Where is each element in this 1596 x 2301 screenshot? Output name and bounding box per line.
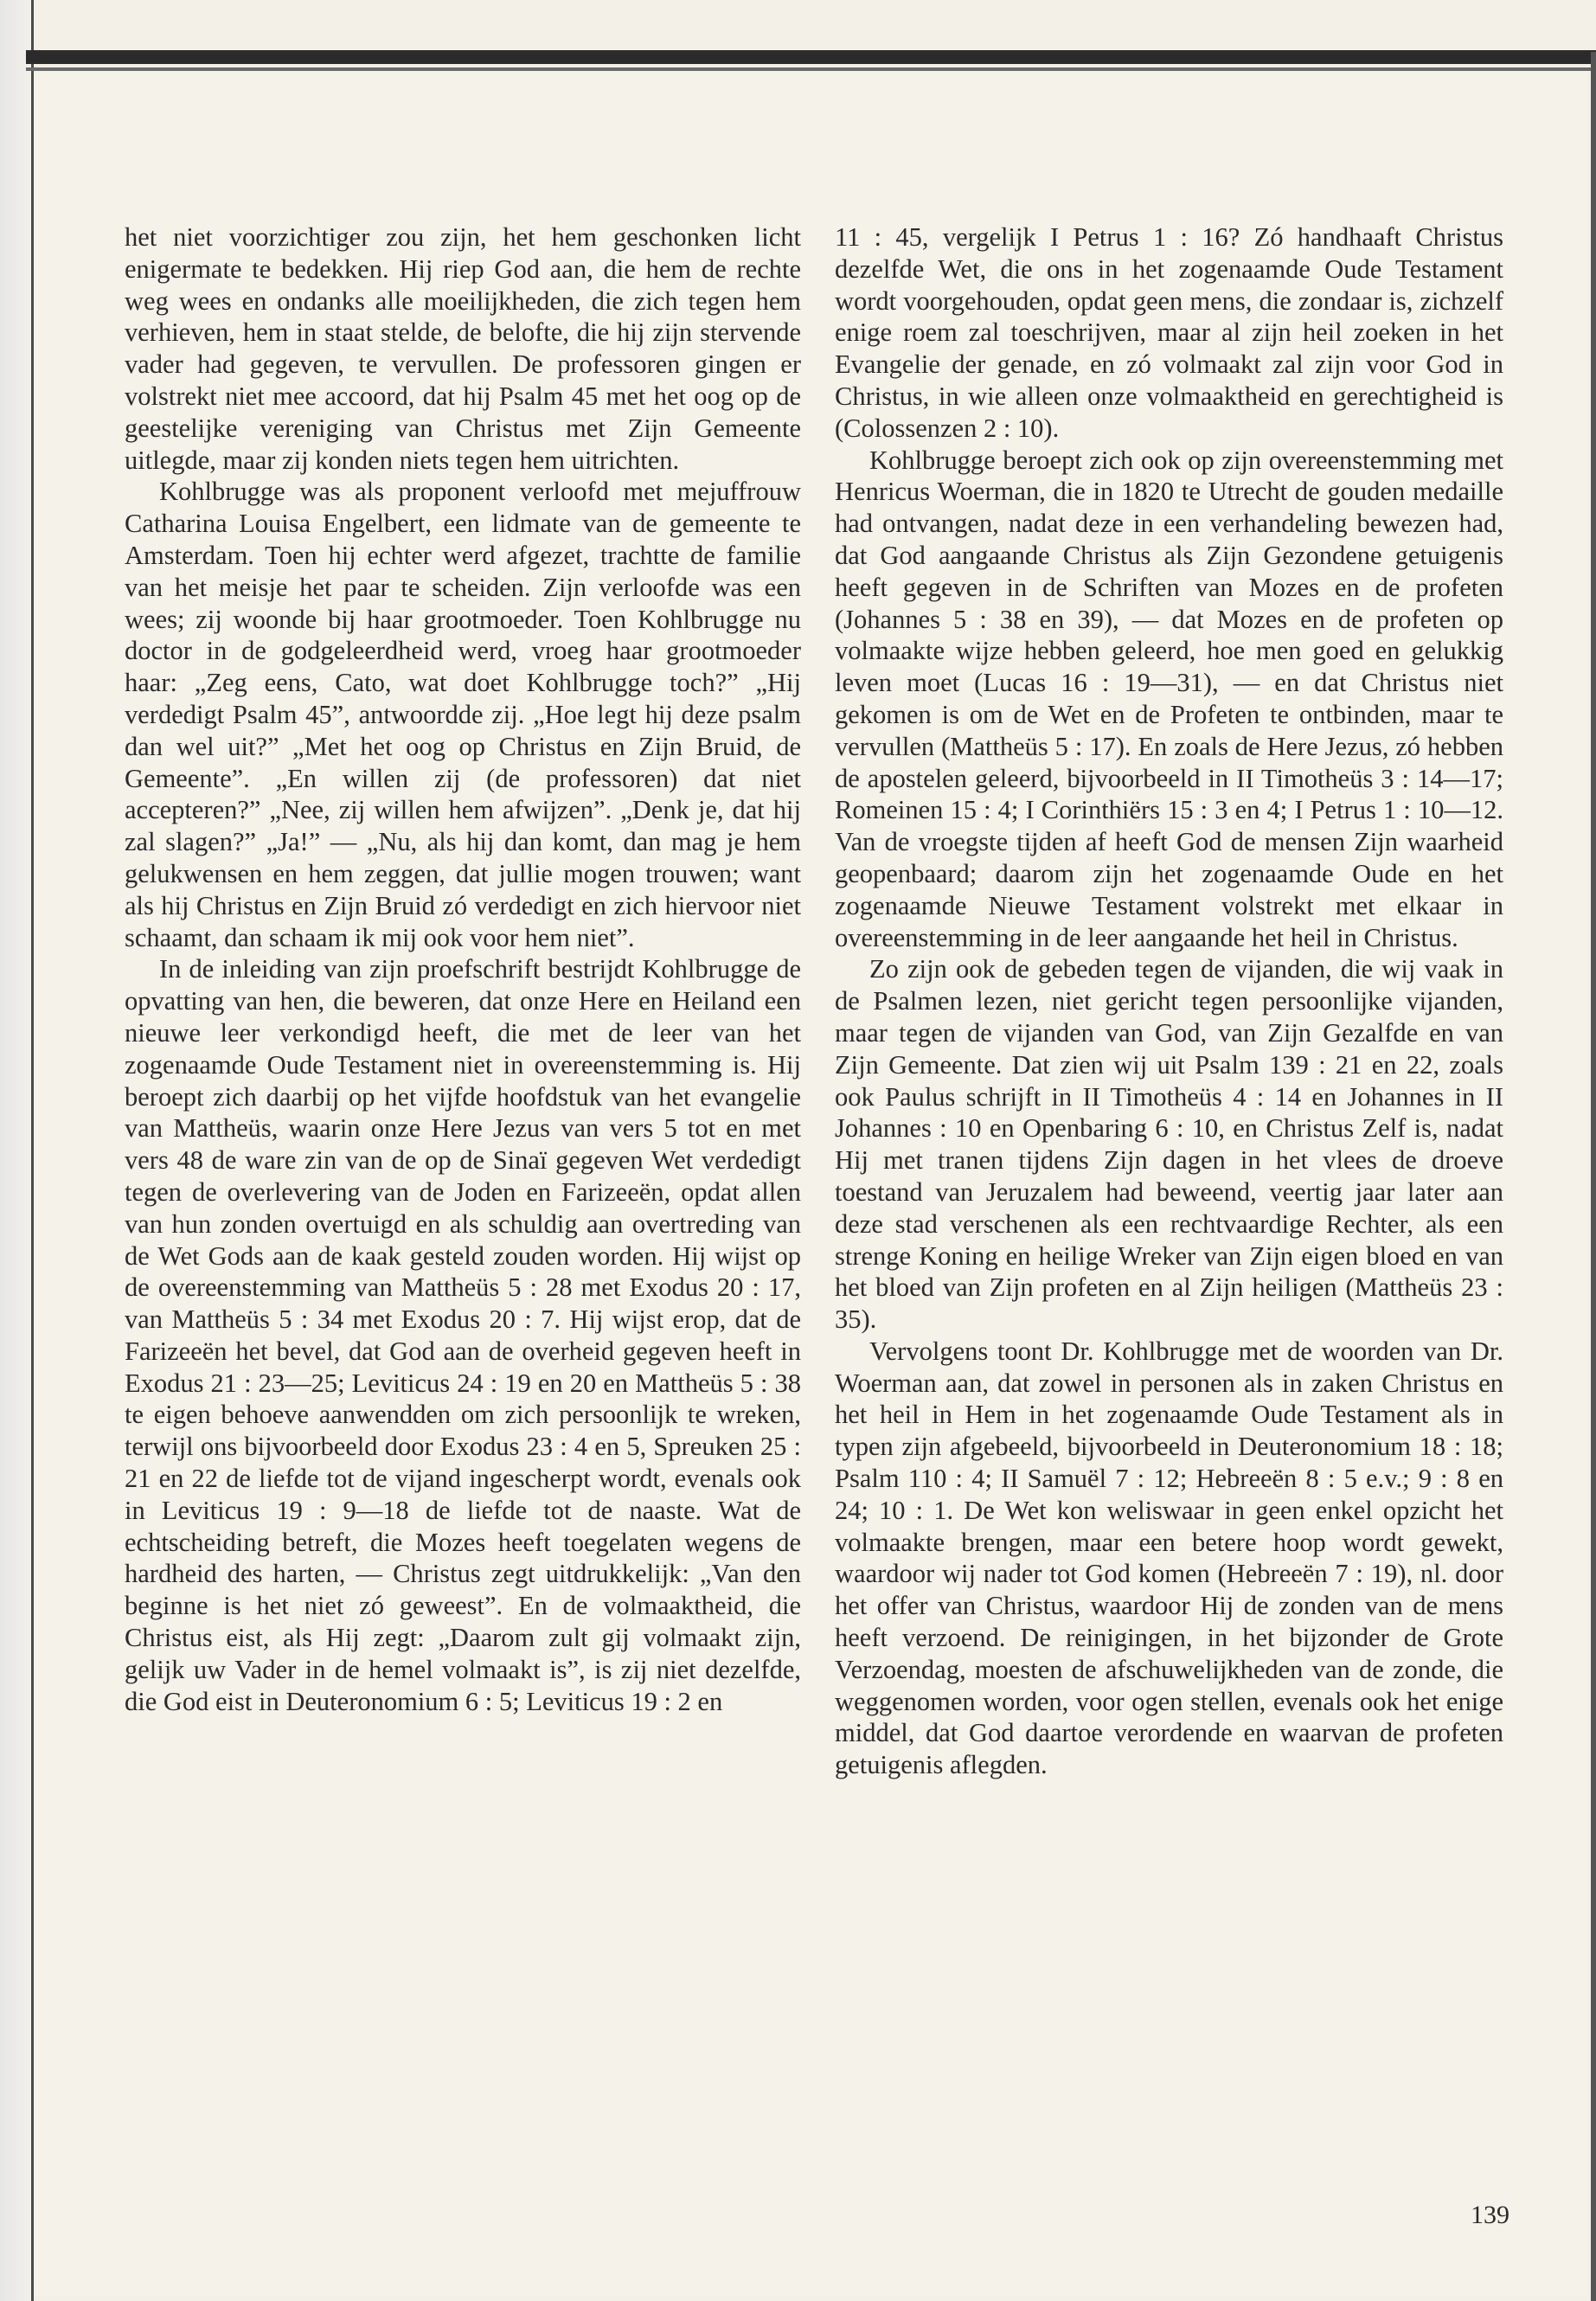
left-column — [125, 221, 801, 1717]
book-gutter — [0, 0, 34, 2301]
paragraph: Zo zijn ook de gebeden tegen de vijanden, die wij vaak in de Psalmen lezen, niet gericht tegen persoonlijke vijanden, maar tegen de vijanden van God, van Zijn Gezalfde en van Zijn Gemeente. Dat zien wij uit Psalm 139 : 21 en 22, zoals ook Paulus schrijft in II Timotheüs 4 : 14 en Johannes in II Johannes : 10 en Openbaring 6 : 10, en Christus Zelf is, nadat Hij met tranen tijdens Zijn dagen in het vlees de droeve toestand van Jeruzalem had beweend, veertig jaar later aan deze stad verschenen als een rechtvaardige Rechter, als een strenge Koning en heilige Wreker van Zijn eigen bloed en van het bloed van Zijn profeten en al Zijn heiligen (Mattheüs 23 : 35). — [835, 954, 1503, 1335]
page-number: 139 — [1471, 2201, 1509, 2229]
right-column — [835, 221, 1503, 1781]
page-top-border — [26, 50, 1596, 64]
paragraph: Vervolgens toont Dr. Kohlbrugge met de woorden van Dr. Woerman aan, dat zowel in personen als in zaken Christus en het heil in Hem in het zogenaamde Oude Testament als in typen zijn afgebeeld, bijvoorbeeld in Deuteronomium 18 : 18; Psalm 110 : 4; II Samuël 7 : 12; Hebreeën 8 : 5 e.v.; 9 : 8 en 24; 10 : 1. De Wet kon weliswaar in geen enkel opzicht het volmaakte brengen, maar een betere hoop wordt gewekt, waardoor wij nader tot God komen (Hebreeën 7 : 19), nl. door het offer van Christus, waardoor Hij de zonden van de mens heeft verzoend. De reinigingen, in het bijzonder de Grote Verzoendag, moesten de afschuwelijkheden van de zonde, die weggenomen worden, voor ogen stellen, evenals ook het enige middel, dat God daartoe verordende en waarvan de profeten getuigenis aflegden. — [835, 1336, 1503, 1780]
paragraph: 11 : 45, vergelijk I Petrus 1 : 16? Zó handhaaft Christus dezelfde Wet, die ons in het zogenaamde Oude Testament wordt voorgehouden, opdat geen mens, die zondaar is, zichzelf enige roem zal toeschrijven, maar al zijn heil zoeken in het Evangelie der genade, en zó volmaakt zal zijn voor God in Christus, in wie alleen onze volmaaktheid en gerechtigheid is (Colossenzen 2 : 10). — [835, 222, 1503, 443]
paragraph: Kohlbrugge beroept zich ook op zijn overeenstemming met Henricus Woerman, die in 1820 te Utrecht de gouden medaille had ontvangen, nadat deze in een verhandeling bewezen had, dat God aangaande Christus als Zijn Gezondene getuigenis heeft gegeven in de Schriften van Mozes en de profeten (Johannes 5 : 38 en 39), — dat Mozes en de profeten op volmaakte wijze hebben geleerd, hoe men goed en gelukkig leven moet (Lucas 16 : 19—31), — en dat Christus niet gekomen is om de Wet en de Profeten te ontbinden, maar te vervullen (Mattheüs 5 : 17). En zoals de Here Jezus, zó hebben de apostelen geleerd, bijvoorbeeld in II Timotheüs 3 : 14—17; Romeinen 15 : 4; I Corinthiërs 15 : 3 en 4; I Petrus 1 : 10—12. Van de vroegste tijden af heeft God de mensen Zijn waarheid geopenbaard; daarom zijn het zogenaamde Oude en het zogenaamde Nieuwe Testament volstrekt met elkaar in overeenstemming in de leer aangaande het heil in Christus. — [835, 445, 1503, 952]
paragraph: het niet voorzichtiger zou zijn, het hem geschonken licht enigermate te bedekken. Hij riep God aan, die hem de rechte weg wees en ondanks alle moeilijkheden, die zich tegen hem verhieven, hem in staat stelde, de belofte, die hij zijn stervende vader had gegeven, te vervullen. De professoren gingen er volstrekt niet mee accoord, dat hij Psalm 45 met het oog op de geestelijke vereniging van Christus met Zijn Gemeente uitlegde, maar zij konden niets tegen hem uitrichten. — [125, 222, 801, 475]
book-page — [35, 73, 1587, 2296]
page-top-rule — [26, 67, 1596, 71]
paragraph: Kohlbrugge was als proponent verloofd met mejuffrouw Catharina Louisa Engelbert, een lidmate van de gemeente te Amsterdam. Toen hij echter werd afgezet, trachtte de familie van het meisje het paar te scheiden. Zijn verloofde was een wees; zij woonde bij haar grootmoeder. Toen Kohlbrugge nu doctor in de godgeleerdheid werd, vroeg haar grootmoeder haar: „Zeg eens, Cato, wat doet Kohlbrugge toch?” „Hij verdedigt Psalm 45”, antwoordde zij. „Hoe legt hij deze psalm dan wel uit?” „Met het oog op Christus en Zijn Bruid, de Gemeente”. „En willen zij (de professoren) dat niet accepteren?” „Nee, zij willen hem afwijzen”. „Denk je, dat hij zal slagen?” „Ja!” — „Nu, als hij dan komt, dan mag je hem gelukwensen en hem zeggen, dat jullie mogen trouwen; want als hij Christus en Zijn Bruid zó verdedigt en zich hiervoor niet schaamt, dan schaam ik mij ook voor hem niet”. — [125, 477, 801, 952]
paragraph: In de inleiding van zijn proefschrift bestrijdt Kohlbrugge de opvatting van hen, die beweren, dat onze Here en Heiland een nieuwe leer verkondigd heeft, die met de leer van het zogenaamde Oude Testament niet in overeenstemming is. Hij beroept zich daarbij op het vijfde hoofdstuk van het evangelie van Mattheüs, waarin onze Here Jezus van vers 5 tot en met vers 48 de ware zin van de op de Sinaï gegeven Wet verdedigt tegen de overlevering van de Joden en Farizeeën, opdat allen van hun zonden overtuigd en als schuldig aan overtreding van de Wet Gods aan de kaak gesteld zouden worden. Hij wijst op de overeenstemming van Mattheüs 5 : 28 met Exodus 20 : 17, van Mattheüs 5 : 34 met Exodus 20 : 7. Hij wijst erop, dat de Farizeeën het bevel, dat God aan de overheid gegeven heeft in Exodus 21 : 23—25; Leviticus 24 : 19 en 20 en Mattheüs 5 : 38 te eigen behoeve aanwendden om zich persoonlijk te wreken, terwijl ons bijvoorbeeld door Exodus 23 : 4 en 5, Spreuken 25 : 21 en 22 de liefde tot de vijand ingescherpt wordt, evenals ook in Leviticus 19 : 9—18 de liefde tot de naaste. Wat de echtscheiding betreft, die Mozes heeft toegelaten wegens de hardheid des harten, — Christus zegt uitdrukkelijk: „Van den beginne is het niet zó geweest”. En de volmaaktheid, die Christus eist, als Hij zegt: „Daarom zult gij volmaakt zijn, gelijk uw Vader in de hemel volmaakt is”, is zij niet dezelfde, die God eist in Deuteronomium 6 : 5; Leviticus 19 : 2 en — [125, 954, 801, 1716]
page-right-edge — [1591, 52, 1596, 2301]
